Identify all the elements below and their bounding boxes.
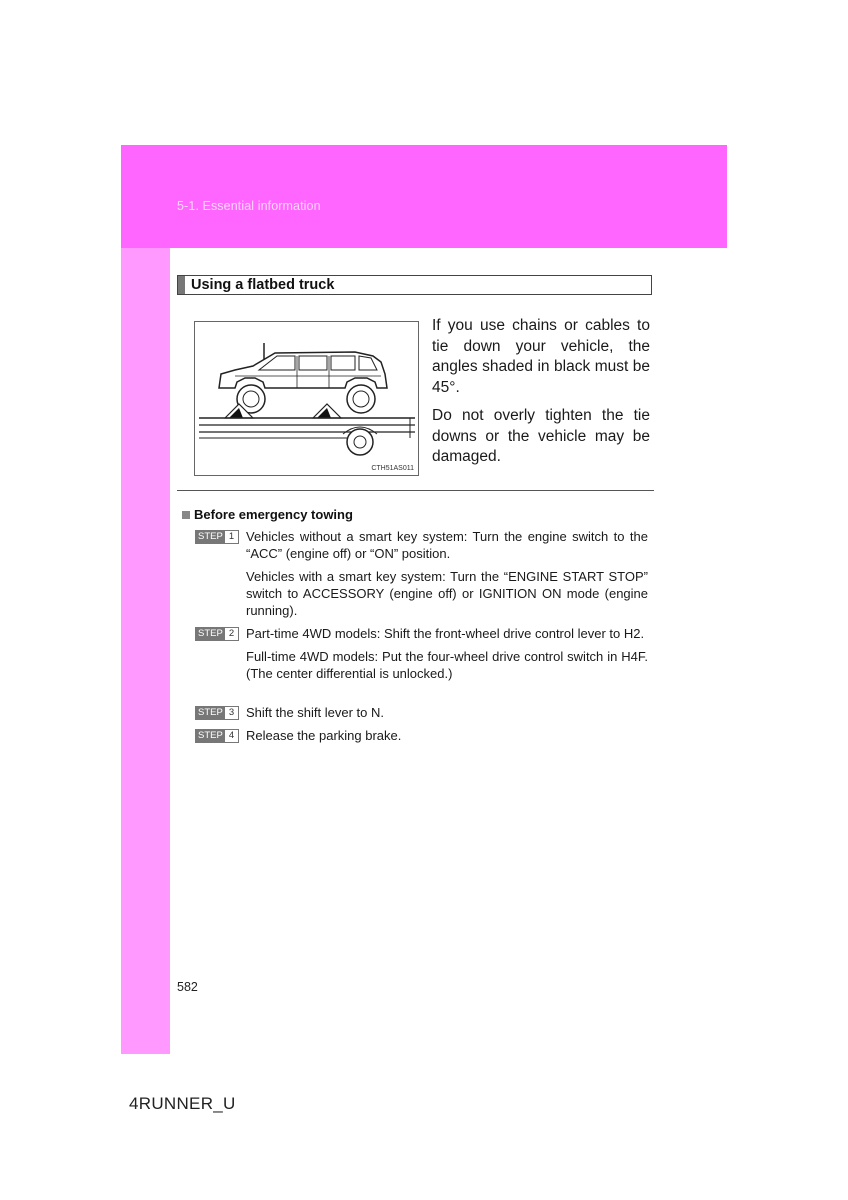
flatbed-instructions bbox=[432, 316, 650, 476]
step-line: Vehicles with a smart key system: Turn the “ENGINE START STOP” switch to ACCESSORY (engine off) or IGNITION ON mode (engine running). bbox=[246, 569, 648, 618]
step-badge bbox=[195, 729, 239, 743]
side-tab bbox=[121, 248, 170, 1054]
square-bullet-icon bbox=[182, 511, 190, 519]
step-label: STEP bbox=[195, 627, 224, 641]
divider bbox=[177, 490, 654, 491]
step-text bbox=[246, 704, 648, 727]
section-title: Using a flatbed truck bbox=[191, 277, 335, 293]
step-line: Full-time 4WD models: Put the four-wheel drive control switch in H4F. (The center differential is unlocked.) bbox=[246, 649, 648, 681]
step-line: Shift the shift lever to N. bbox=[246, 705, 385, 720]
step-label: STEP bbox=[195, 530, 224, 544]
step-badge bbox=[195, 706, 239, 720]
figure-code: CTH51AS011 bbox=[371, 465, 414, 472]
step-text bbox=[246, 625, 648, 688]
step-number: 2 bbox=[224, 627, 239, 641]
towing-subheading bbox=[182, 507, 353, 522]
flatbed-figure bbox=[194, 321, 419, 476]
step-text bbox=[246, 727, 648, 750]
section-heading bbox=[177, 275, 652, 295]
step-line: Release the parking brake. bbox=[246, 728, 402, 743]
page-number: 582 bbox=[177, 980, 198, 994]
step-number: 4 bbox=[224, 729, 239, 743]
heading-accent-bar bbox=[178, 276, 185, 294]
step-line: Vehicles without a smart key system: Turn the engine switch to the “ACC” (engine off) or “ON” position. bbox=[246, 529, 648, 561]
step-number: 1 bbox=[224, 530, 239, 544]
step-label: STEP bbox=[195, 706, 224, 720]
step-badge bbox=[195, 627, 239, 641]
paragraph: Do not overly tighten the tie downs or the vehicle may be damaged. bbox=[432, 407, 650, 465]
section-breadcrumb: 5-1. Essential information bbox=[177, 199, 321, 213]
step-line: Part-time 4WD models: Shift the front-wheel drive control lever to H2. bbox=[246, 626, 645, 641]
towing-heading-text: Before emergency towing bbox=[194, 507, 353, 522]
step-label: STEP bbox=[195, 729, 224, 743]
vehicle-on-flatbed-illustration bbox=[195, 322, 418, 475]
step-badge bbox=[195, 530, 239, 544]
step-number: 3 bbox=[224, 706, 239, 720]
paragraph: If you use chains or cables to tie down your vehicle, the angles shaded in black must be 45°. bbox=[432, 317, 650, 396]
step-text bbox=[246, 528, 648, 625]
document-footer: 4RUNNER_U bbox=[129, 1094, 236, 1113]
header-band bbox=[121, 145, 727, 248]
